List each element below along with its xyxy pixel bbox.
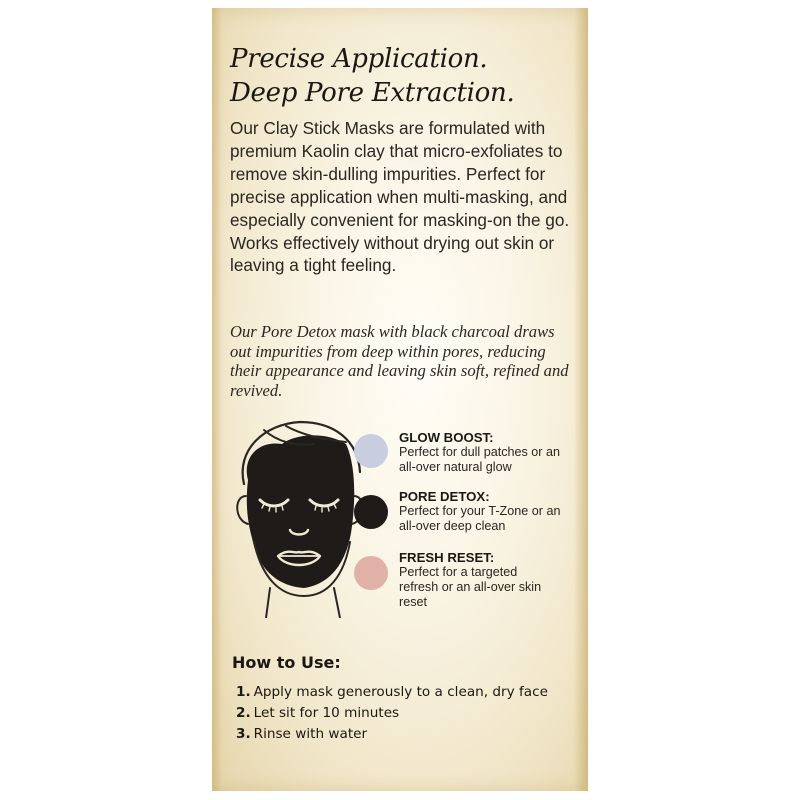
step-item <box>236 703 548 724</box>
headline-line-2: Deep Pore Extraction. <box>230 78 515 108</box>
mask-name: FRESH RESET: <box>399 550 495 565</box>
how-to-use-steps <box>236 682 548 745</box>
masked-face-icon <box>234 418 364 618</box>
step-text: Let sit for 10 minutes <box>253 705 400 721</box>
mask-item-pore-detox <box>399 489 579 534</box>
step-number: 2. <box>236 705 251 721</box>
step-item <box>236 682 548 703</box>
mask-description: Perfect for a targeted refresh or an all-over skin reset <box>399 565 542 609</box>
mask-description: Perfect for dull patches or an all-over natural glow <box>399 445 561 474</box>
neck-right <box>334 588 340 618</box>
step-item <box>236 724 548 745</box>
mask-description: Perfect for your T-Zone or an all-over deep clean <box>399 504 561 533</box>
headline-line-1: Precise Application. <box>230 44 488 74</box>
mask-name: PORE DETOX: <box>399 489 490 504</box>
neck-left <box>266 588 270 618</box>
pore-detox-swatch <box>354 495 388 529</box>
step-text: Apply mask generously to a clean, dry face <box>253 684 548 700</box>
fresh-reset-swatch <box>354 556 388 590</box>
pore-detox-description: Our Pore Detox mask with black charcoal draws out impurities from deep within pores, reducing their appearance and leaving skin soft, refined and revived. <box>230 322 569 400</box>
how-to-use-title: How to Use: <box>232 653 341 672</box>
mask-item-glow-boost <box>399 430 579 475</box>
mask-name: GLOW BOOST: <box>399 430 494 445</box>
left-ear <box>237 496 248 524</box>
headline <box>230 42 514 110</box>
step-text: Rinse with water <box>253 726 368 742</box>
step-number: 1. <box>236 684 251 700</box>
mask-item-fresh-reset <box>399 550 549 610</box>
glow-boost-swatch <box>354 434 388 468</box>
intro-paragraph: Our Clay Stick Masks are formulated with premium Kaolin clay that micro-exfoliates to remove skin-dulling impurities. Perfect for precise application when multi-masking, and especially convenient for masking-on the go. Works effectively without drying out skin or leaving a tight feeling. <box>230 118 570 276</box>
step-number: 3. <box>236 726 251 742</box>
